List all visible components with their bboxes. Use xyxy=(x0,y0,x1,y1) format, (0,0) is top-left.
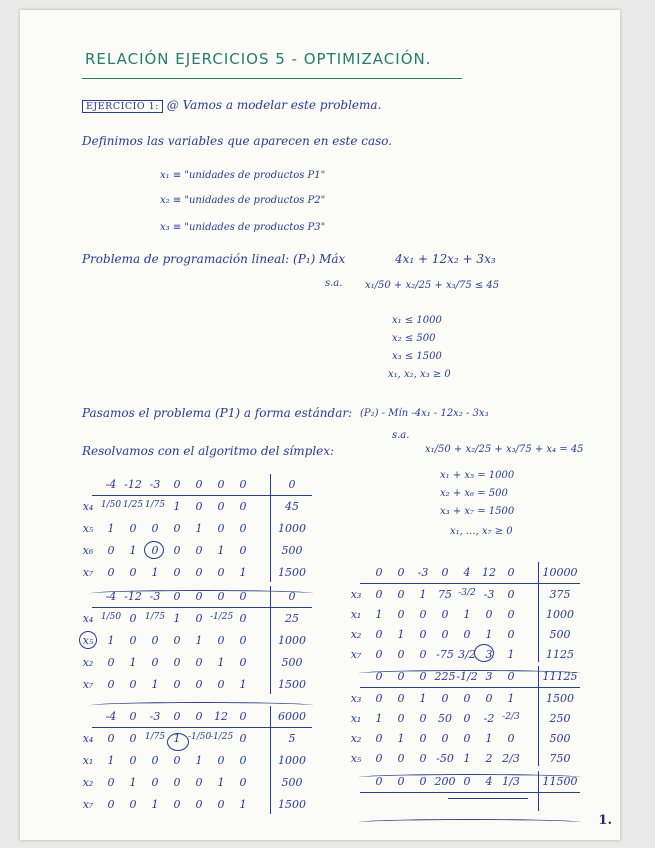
tableau-cell: 0 xyxy=(217,566,225,579)
tableau-cell: 0 xyxy=(195,566,203,579)
tableau-header-cell: 4 xyxy=(463,566,471,579)
tableau-cell: 1 xyxy=(129,776,137,789)
tableau-rhs: 500 xyxy=(281,656,303,669)
tableau-cell: -75 xyxy=(436,648,454,661)
tableau-basic-var: x₄ xyxy=(82,500,94,513)
tableau-cell: 0 xyxy=(217,798,225,811)
tableau-header-cell: -3 xyxy=(149,478,161,491)
tableau-cell: 1 xyxy=(463,608,471,621)
tableau-basic-var: x₂ xyxy=(350,732,362,745)
tableau-rhs: 1000 xyxy=(278,754,306,767)
tableau-cell: 75 xyxy=(438,588,452,601)
tableau-cell: 1 xyxy=(129,544,137,557)
tableau-cell: 0 xyxy=(173,776,181,789)
tableau-header-cell: 0 xyxy=(217,478,225,491)
tableau-basic-var: x₇ xyxy=(350,648,362,661)
tableau-basic-var: x₃ xyxy=(350,692,362,705)
tableau-rhs: 1500 xyxy=(546,692,574,705)
tableau-cell: 0 xyxy=(195,612,203,625)
tableau-cell: 0 xyxy=(507,732,515,745)
tableau-header-cell: 0 xyxy=(217,590,225,603)
tableau-cell: 1 xyxy=(217,544,225,557)
tableau-header-cell: 3 xyxy=(485,670,493,683)
tableau-cell: 0 xyxy=(375,732,383,745)
tableau-cell: 0 xyxy=(195,656,203,669)
tableau-header-cell: 0 xyxy=(397,670,405,683)
page-title: RELACIÓN EJERCICIOS 5 - OPTIMIZACIÓN. xyxy=(85,50,432,68)
tableau-rhs-separator xyxy=(538,771,539,811)
tableau-rhs-separator xyxy=(270,474,271,582)
tableau-cell: 0 xyxy=(397,608,405,621)
tableau-header-divider xyxy=(360,687,580,688)
tableau-cell: -3 xyxy=(483,588,495,601)
tableau-cell: 0 xyxy=(375,692,383,705)
tableau-cell: 0 xyxy=(107,656,115,669)
tableau-cell: 0 xyxy=(129,798,137,811)
tableau-cell: 0 xyxy=(173,522,181,535)
tableau-basic-var: x₇ xyxy=(82,566,94,579)
tableau-cell: 0 xyxy=(419,608,427,621)
tableau-cell: 0 xyxy=(129,754,137,767)
tableau-cell: 0 xyxy=(195,776,203,789)
tableau-cell: 1 xyxy=(239,566,247,579)
tableau-rhs: 1000 xyxy=(278,634,306,647)
define-vars-text: Definimos las variables que aparecen en este caso. xyxy=(82,134,393,148)
tableau-cell: 0 xyxy=(129,678,137,691)
tableau-cell: 0 xyxy=(195,544,203,557)
tableau-basic-var: x₄ xyxy=(82,612,94,625)
tableau-cell: 0 xyxy=(419,712,427,725)
tableau-cell: 0 xyxy=(107,776,115,789)
tableau-basic-var: x₆ xyxy=(82,544,94,557)
tableau-rhs: 1500 xyxy=(278,566,306,579)
tableau-cell: 0 xyxy=(239,634,247,647)
tableau-rhs: 500 xyxy=(549,732,571,745)
tableau-cell: 0 xyxy=(441,692,449,705)
tableau-cell: 0 xyxy=(485,692,493,705)
tableau-header-cell: 0 xyxy=(173,478,181,491)
tableau-cell: 1/75 xyxy=(144,612,166,622)
tableau-rhs-separator xyxy=(538,666,539,766)
tableau-cell: 1 xyxy=(507,692,515,705)
tableau-cell: 0 xyxy=(151,522,159,535)
page-number: 1. xyxy=(598,813,612,828)
tableau-cell: 0 xyxy=(463,628,471,641)
tableau-cell: 0 xyxy=(151,544,159,557)
tableau-cell: 0 xyxy=(107,732,115,745)
tableau-cell: 0 xyxy=(507,628,515,641)
var-def-3: x₃ ≡ "unidades de productos P3" xyxy=(160,222,326,233)
tableau-header-cell: 0 xyxy=(375,670,383,683)
lp-constraint-1: x₁/50 + x₂/25 + x₃/75 ≤ 45 xyxy=(365,280,500,291)
tableau-header-cell: 0 xyxy=(397,566,405,579)
tableau-cell: 50 xyxy=(438,712,452,725)
tableau-cell: 1 xyxy=(195,754,203,767)
tableau-header-cell: 0 xyxy=(129,710,137,723)
tableau-cell: 0 xyxy=(397,712,405,725)
tableau-header-cell: -1/2 xyxy=(456,670,478,683)
tableau-header-divider xyxy=(92,495,312,496)
tableau-header-rhs: 0 xyxy=(288,478,296,491)
tableau-cell: 0 xyxy=(375,628,383,641)
tableau-header-cell: 0 xyxy=(463,775,471,788)
tableau-cell: 0 xyxy=(419,648,427,661)
tableau-cell: 0 xyxy=(239,776,247,789)
tableau-header-cell: -12 xyxy=(124,478,142,491)
tableau-cell: 0 xyxy=(239,522,247,535)
tableau-cell: 1 xyxy=(217,776,225,789)
tableau-cell: 1 xyxy=(507,648,515,661)
tableau-cell: 0 xyxy=(419,628,427,641)
pivot-circle xyxy=(167,733,189,751)
tableau-cell: 0 xyxy=(441,628,449,641)
tableau-rhs: 1500 xyxy=(278,678,306,691)
tableau-cell: 0 xyxy=(397,752,405,765)
pivot-circle xyxy=(79,631,97,649)
tableau-cell: 1 xyxy=(173,612,181,625)
tableau-basic-var: x₄ xyxy=(82,732,94,745)
tableau-header-cell: 0 xyxy=(239,478,247,491)
tableau-cell: 1/50 xyxy=(100,612,122,622)
tableau-cell: 0 xyxy=(173,798,181,811)
tableau-cell: 0 xyxy=(107,678,115,691)
tableau-header-cell: -3 xyxy=(149,710,161,723)
tableau-basic-var: x₇ xyxy=(82,678,94,691)
tableau-cell: 0 xyxy=(195,500,203,513)
exercise-line xyxy=(82,98,381,112)
std-constraint-1: x₁/50 + x₂/25 + x₃/75 + x₄ = 45 xyxy=(425,444,584,455)
tableau-cell: 1/25 xyxy=(122,500,144,510)
tableau-cell: 1 xyxy=(419,692,427,705)
tableau-cell: 0 xyxy=(173,544,181,557)
tableau-cell: 1/50 xyxy=(100,500,122,510)
std-constraint-2: x₁ + x₅ = 1000 xyxy=(440,470,515,481)
tableau-rhs: 25 xyxy=(285,612,299,625)
tableau-cell: 1 xyxy=(129,656,137,669)
intro-text: @ Vamos a modelar este problema. xyxy=(166,98,382,112)
tableau-cell: -2/3 xyxy=(502,712,520,722)
std-constraint-3: x₂ + x₆ = 500 xyxy=(440,488,508,499)
tableau-cell: 0 xyxy=(463,692,471,705)
tableau-cell: -1/50 xyxy=(188,732,212,742)
tableau-rhs: 250 xyxy=(549,712,571,725)
tableau-header-cell: 0 xyxy=(195,710,203,723)
tableau-cell: 0 xyxy=(217,754,225,767)
tableau-rhs: 750 xyxy=(549,752,571,765)
tableau-cell: 0 xyxy=(397,648,405,661)
tableau-cell: 0 xyxy=(463,712,471,725)
tableau-header-cell: -3 xyxy=(149,590,161,603)
tableau-cell: 0 xyxy=(151,776,159,789)
tableau-rhs: 1000 xyxy=(278,522,306,535)
tableau-cell: 0 xyxy=(173,634,181,647)
tableau-cell: 0 xyxy=(239,500,247,513)
tableau-header-cell: 0 xyxy=(397,775,405,788)
tableau-basic-var: x₃ xyxy=(350,588,362,601)
tableau-rhs: 1500 xyxy=(278,798,306,811)
tableau-header-divider xyxy=(360,792,580,793)
tableau-header-cell: 0 xyxy=(173,710,181,723)
tableau-cell: 1 xyxy=(239,798,247,811)
solution-underline xyxy=(448,798,528,799)
lp-constraint-3: x₂ ≤ 500 xyxy=(392,333,436,344)
tableau-cell: 0 xyxy=(419,732,427,745)
tableau-basic-var: x₅ xyxy=(82,522,94,535)
tableau-cell: 1 xyxy=(397,732,405,745)
tableau-cell: 0 xyxy=(463,732,471,745)
tableau-cell: 0 xyxy=(239,544,247,557)
tableau-basic-var: x₅ xyxy=(350,752,362,765)
tableau-header-cell: 0 xyxy=(419,775,427,788)
tableau-cell: 1 xyxy=(375,608,383,621)
tableau-cell: -2 xyxy=(483,712,495,725)
tableau-cell: 0 xyxy=(107,798,115,811)
tableau-cell: 0 xyxy=(485,608,493,621)
lp-constraint-4: x₃ ≤ 1500 xyxy=(392,351,442,362)
var-def-2: x₂ ≡ "unidades de productos P2" xyxy=(160,195,326,206)
tableau-header-rhs: 6000 xyxy=(278,710,306,723)
tableau-rhs: 500 xyxy=(281,544,303,557)
exercise-label: EJERCICIO 1: xyxy=(82,100,163,113)
tableau-header-cell: 0 xyxy=(239,590,247,603)
tableau-rhs-separator xyxy=(270,586,271,694)
tableau-cell: 1 xyxy=(173,732,181,745)
tableau-header-cell: 0 xyxy=(173,590,181,603)
tableau-cell: 0 xyxy=(129,634,137,647)
tableau-cell: 0 xyxy=(151,656,159,669)
tableau-cell: -3/2 xyxy=(458,588,476,598)
tableau-rhs: 500 xyxy=(281,776,303,789)
pivot-circle xyxy=(474,644,494,662)
tableau-cell: 0 xyxy=(419,752,427,765)
tableau-header-cell: 0 xyxy=(195,478,203,491)
tableau-header-divider xyxy=(92,607,312,608)
tableau-cell: 1 xyxy=(151,798,159,811)
tableau-cell: 0 xyxy=(107,566,115,579)
tableau-header-divider xyxy=(360,583,580,584)
tableau-header-cell: 4 xyxy=(485,775,493,788)
tableau-header-cell: -4 xyxy=(105,590,117,603)
tableau-basic-var: x₂ xyxy=(82,656,94,669)
tableau-basic-var: x₁ xyxy=(350,712,362,725)
tableau-basic-var: x₁ xyxy=(350,608,362,621)
tableau-cell: 0 xyxy=(195,678,203,691)
tableau-header-rhs: 11500 xyxy=(542,775,578,788)
tableau-rhs: 45 xyxy=(285,500,299,513)
tableau-cell: 0 xyxy=(441,732,449,745)
lp-constraint-5: x₁, x₂, x₃ ≥ 0 xyxy=(388,369,451,380)
tableau-rhs: 1000 xyxy=(546,608,574,621)
tableau-basic-var: x₂ xyxy=(350,628,362,641)
tableau-header-cell: -4 xyxy=(105,478,117,491)
tableau-header-cell: 1/3 xyxy=(502,775,520,788)
tableau-header-cell: 200 xyxy=(434,775,456,788)
tableau-cell: 1 xyxy=(485,732,493,745)
tableau-cell: 1 xyxy=(195,522,203,535)
title-underline xyxy=(82,78,462,79)
tableau-cell: 1 xyxy=(239,678,247,691)
tableau-cell: 0 xyxy=(507,588,515,601)
lp-st: s.a. xyxy=(325,278,343,289)
tableau-rhs-separator xyxy=(270,706,271,814)
tableau-header-rhs: 11125 xyxy=(542,670,578,683)
tableau-basic-var: x₁ xyxy=(82,754,94,767)
tableau-cell: 0 xyxy=(129,522,137,535)
tableau-cell: 1 xyxy=(107,634,115,647)
tableau-header-cell: 0 xyxy=(239,710,247,723)
tableau-header-cell: 0 xyxy=(507,670,515,683)
tableau-header-cell: 12 xyxy=(482,566,496,579)
tableau-cell: 0 xyxy=(173,754,181,767)
tableau-rhs: 375 xyxy=(549,588,571,601)
tableau-cell: 0 xyxy=(217,500,225,513)
tableau-basic-var: x₂ xyxy=(82,776,94,789)
tableau-cell: 2 xyxy=(485,752,493,765)
tableau-cell: 0 xyxy=(375,648,383,661)
tableau-cell: 0 xyxy=(217,678,225,691)
tableau-cell: 0 xyxy=(239,612,247,625)
tableau-header-cell: 0 xyxy=(419,670,427,683)
tableau-cell: 1 xyxy=(419,588,427,601)
notebook-page xyxy=(20,10,620,840)
tableau-wavy-divider xyxy=(90,702,314,709)
tableau-cell: -1/25 xyxy=(210,732,234,742)
tableau-cell: 0 xyxy=(441,608,449,621)
tableau-cell: 0 xyxy=(151,634,159,647)
tableau-cell: 0 xyxy=(239,656,247,669)
tableau-cell: 0 xyxy=(129,732,137,745)
tableau-basic-var: x₇ xyxy=(82,798,94,811)
tableau-cell: 1 xyxy=(173,500,181,513)
tableau-header-cell: 0 xyxy=(195,590,203,603)
tableau-cell: 1/75 xyxy=(144,500,166,510)
tableau-cell: 1 xyxy=(107,522,115,535)
tableau-header-cell: 12 xyxy=(214,710,228,723)
tableau-header-rhs: 10000 xyxy=(542,566,578,579)
tableau-cell: 0 xyxy=(507,608,515,621)
lp-constraint-2: x₁ ≤ 1000 xyxy=(392,315,442,326)
tableau-cell: 0 xyxy=(129,612,137,625)
tableau-header-cell: 0 xyxy=(507,566,515,579)
tableau-cell: 0 xyxy=(217,634,225,647)
pivot-circle xyxy=(144,541,164,559)
tableau-cell: 0 xyxy=(397,692,405,705)
tableau-rhs-separator xyxy=(538,562,539,662)
tableau-header-cell: -4 xyxy=(105,710,117,723)
tableau-cell: 0 xyxy=(239,754,247,767)
tableau-cell: 1 xyxy=(151,678,159,691)
tableau-cell: -1/25 xyxy=(210,612,234,622)
tableau-cell: 0 xyxy=(173,678,181,691)
tableau-cell: 1/75 xyxy=(144,732,166,742)
tableau-cell: 1 xyxy=(195,634,203,647)
simplex-label: Resolvamos con el algoritmo del símplex: xyxy=(82,444,335,458)
tableau-cell: 0 xyxy=(173,566,181,579)
tableau-rhs: 500 xyxy=(549,628,571,641)
tableau-cell: 0 xyxy=(217,522,225,535)
tableau-wavy-divider xyxy=(358,819,582,826)
tableau-cell: 0 xyxy=(195,798,203,811)
tableau-cell: 3/2 xyxy=(458,648,476,661)
tableau-cell: 1 xyxy=(375,712,383,725)
tableau-cell: 0 xyxy=(397,588,405,601)
lp-label: Problema de programación lineal: (P₁) Máx xyxy=(82,252,346,266)
tableau-rhs: 5 xyxy=(288,732,296,745)
tableau-header-divider xyxy=(92,727,312,728)
tableau-cell: 0 xyxy=(239,732,247,745)
tableau-cell: 1 xyxy=(485,628,493,641)
tableau-rhs: 1125 xyxy=(546,648,574,661)
tableau-header-cell: 225 xyxy=(434,670,456,683)
tableau-cell: 0 xyxy=(151,754,159,767)
tableau-cell: 0 xyxy=(107,544,115,557)
var-def-1: x₁ ≡ "unidades de productos P1" xyxy=(160,170,326,181)
tableau-header-cell: -3 xyxy=(417,566,429,579)
tableau-cell: 1 xyxy=(463,752,471,765)
tableau-cell: 0 xyxy=(173,656,181,669)
tableau-cell: 1 xyxy=(397,628,405,641)
tableau-cell: 1 xyxy=(217,656,225,669)
standard-name: (P₂) - Mín -4x₁ - 12x₂ - 3x₃ xyxy=(360,408,489,419)
tableau-header-cell: 0 xyxy=(375,566,383,579)
tableau-cell: 0 xyxy=(129,566,137,579)
standard-st: s.a. xyxy=(392,430,410,441)
tableau-cell: -50 xyxy=(436,752,454,765)
standard-label: Pasamos el problema (P1) a forma estándar: xyxy=(82,406,353,420)
tableau-cell: 2/3 xyxy=(502,752,520,765)
tableau-cell: 0 xyxy=(375,588,383,601)
tableau-header-cell: 0 xyxy=(375,775,383,788)
tableau-header-cell: -12 xyxy=(124,590,142,603)
tableau-basic-var: x₅ xyxy=(82,634,94,647)
std-constraint-5: x₁, ..., x₇ ≥ 0 xyxy=(450,526,513,537)
tableau-cell: 3 xyxy=(485,648,493,661)
tableau-cell: 1 xyxy=(151,566,159,579)
tableau-header-rhs: 0 xyxy=(288,590,296,603)
tableau-cell: 0 xyxy=(375,752,383,765)
tableau-cell: 1 xyxy=(107,754,115,767)
std-constraint-4: x₃ + x₇ = 1500 xyxy=(440,506,515,517)
tableau-header-cell: 0 xyxy=(441,566,449,579)
lp-objective: 4x₁ + 12x₂ + 3x₃ xyxy=(395,252,496,266)
